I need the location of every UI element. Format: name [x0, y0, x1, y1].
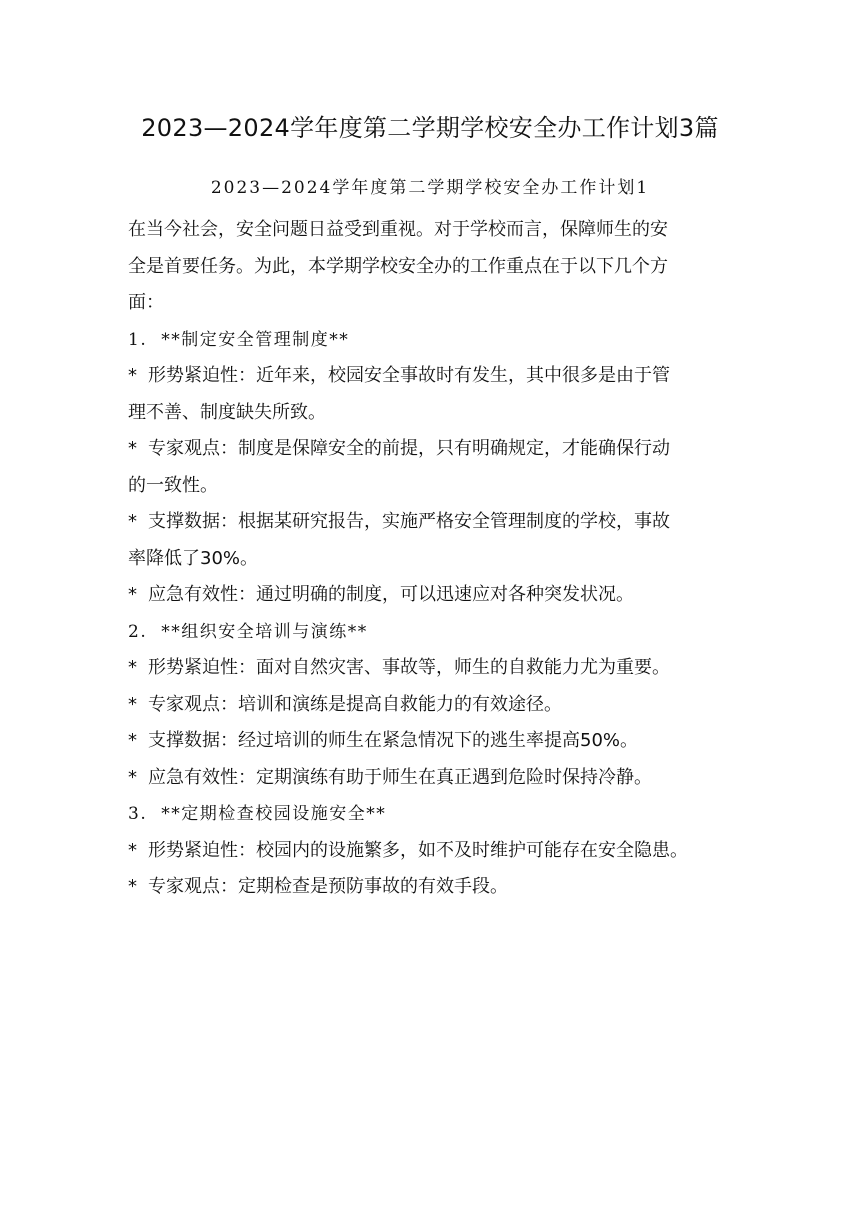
intro-line: 面：: [128, 292, 164, 313]
bullet-text: 形势紧迫性：面对自然灾害、事故等，师生的自救能力尤为重要。: [148, 657, 670, 678]
bullet-text: 理不善、制度缺失所致。: [128, 401, 326, 423]
bullet-item: [128, 833, 738, 870]
bullet-star: *: [128, 438, 137, 459]
section-heading-1: [128, 322, 738, 359]
bullet-text: 专家观点：定期检查是预防事故的有效手段。: [148, 876, 508, 897]
bullet-star: *: [128, 584, 137, 605]
bullet-star: *: [128, 730, 137, 751]
intro-line: 在当今社会，安全问题日益受到重视。对于学校而言，保障师生的安: [128, 219, 668, 240]
bullet-text: 专家观点：培训和演练是提高自救能力的有效途径。: [148, 693, 562, 715]
bullet-item: [128, 431, 738, 504]
document-title: 2023—2024学年度第二学期学校安全办工作计划3篇: [141, 114, 719, 142]
bullet-star: *: [128, 511, 137, 532]
section-heading-text: **制定安全管理制度**: [161, 329, 350, 350]
bullet-star: *: [128, 839, 137, 861]
bullet-item: [128, 577, 738, 614]
bullet-text: 支撑数据：根据某研究报告，实施严格安全管理制度的学校，事故: [148, 511, 670, 532]
bullet-text: 支撑数据：经过培训的师生在紧急情况下的逃生率提高50%。: [148, 730, 639, 751]
bullet-text: 的一致性。: [128, 474, 218, 496]
section-number: 3.: [128, 804, 148, 824]
section-number: 2.: [128, 621, 148, 642]
section-heading-3: [128, 796, 738, 833]
bullet-text: 形势紧迫性：校园内的设施繁多，如不及时维护可能存在安全隐患。: [148, 839, 688, 861]
bullet-item: [128, 650, 738, 687]
bullet-item: [128, 358, 738, 431]
bullet-text: 率降低了30%。: [128, 547, 259, 569]
bullet-item: [128, 687, 738, 724]
bullet-item: [128, 723, 738, 760]
intro-paragraph: [128, 212, 738, 322]
intro-line: 全是首要任务。为此，本学期学校安全办的工作重点在于以下几个方: [128, 255, 668, 277]
bullet-item: [128, 760, 738, 797]
bullet-text: 应急有效性：通过明确的制度，可以迅速应对各种突发状况。: [148, 584, 634, 605]
document-body: [128, 212, 738, 906]
document-subtitle: 2023—2024学年度第二学期学校安全办工作计划1: [210, 178, 650, 198]
bullet-star: *: [128, 657, 137, 678]
bullet-star: *: [128, 766, 137, 788]
bullet-text: 形势紧迫性：近年来，校园安全事故时有发生，其中很多是由于管: [148, 365, 670, 386]
bullet-text: 应急有效性：定期演练有助于师生在真正遇到危险时保持冷静。: [148, 766, 652, 788]
bullet-star: *: [128, 876, 137, 897]
bullet-star: *: [128, 365, 137, 386]
section-heading-text: **定期检查校园设施安全**: [161, 804, 387, 824]
section-heading-text: **组织安全培训与演练**: [161, 621, 368, 642]
bullet-item: [128, 869, 738, 906]
bullet-star: *: [128, 693, 137, 715]
section-heading-2: [128, 614, 738, 651]
bullet-item: [128, 504, 738, 577]
bullet-text: 专家观点：制度是保障安全的前提，只有明确规定，才能确保行动: [148, 438, 670, 459]
section-number: 1.: [128, 329, 148, 350]
